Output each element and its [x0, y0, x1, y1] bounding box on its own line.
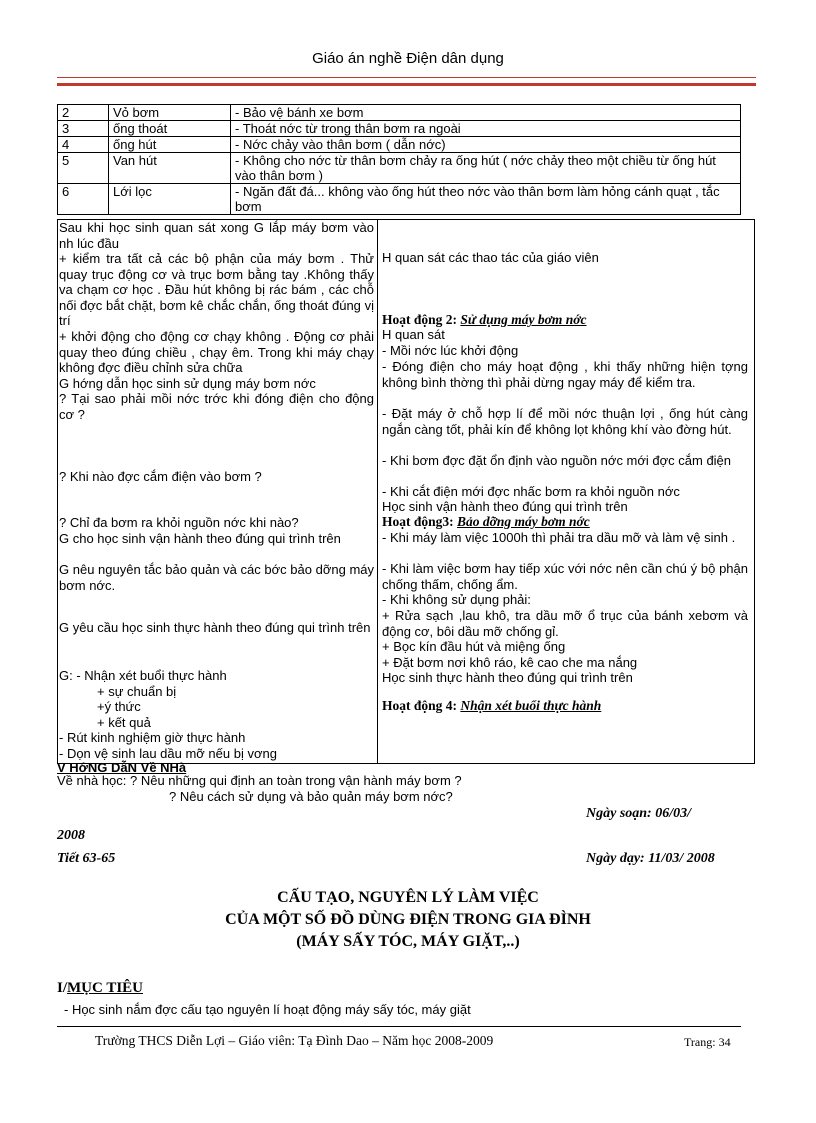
part-name: Vỏ bơm: [109, 105, 231, 121]
lesson-title-line: CẤU TẠO, NGUYÊN LÝ LÀM VIỆC: [277, 889, 539, 906]
parts-table: [57, 104, 741, 215]
header-rule: [57, 77, 756, 86]
objective-item: - Học sinh nắm đợc cấu tạo nguyên lí hoạt động máy sấy tóc, máy giặt: [64, 1002, 471, 1017]
part-name: Lới lọc: [109, 184, 231, 215]
lesson-title-line: (MÁY SẤY TÓC, MÁY GIẶT,..): [296, 933, 520, 950]
teacher-text: Sau khi học sinh quan sát xong G lắp máy bơm vào nh lúc đầu: [59, 220, 374, 251]
teacher-text: +ý thức: [97, 699, 141, 714]
teacher-text: + kết quả: [97, 715, 151, 730]
activity-table: [57, 219, 755, 764]
activity-2-heading: [382, 312, 748, 328]
row-number: 5: [58, 153, 109, 184]
page-number: Trang: 34: [684, 1035, 731, 1049]
teacher-question: ? Tại sao phải mồi nớc trớc khi đóng điện cho động cơ ?: [59, 391, 374, 422]
teacher-text: G hớng dẫn học sinh sử dụng máy bơm nớc: [59, 376, 316, 391]
student-text: - Khi cắt điện mới đợc nhấc bơm ra khỏi nguồn nớc: [382, 484, 680, 499]
activity-title: Sử dụng máy bơm nớc: [460, 312, 587, 327]
row-number: 3: [58, 121, 109, 137]
table-row: [58, 121, 741, 137]
student-text: - Khi máy làm việc 1000h thì phải tra dầu mỡ và làm vệ sinh .: [382, 530, 736, 545]
homework-line: ? Nêu cách sử dụng và bảo quản máy bơm nớc?: [169, 789, 453, 804]
activity-title: Bảo dỡng máy bơm nớc: [457, 514, 590, 529]
activity-label: Hoạt động3:: [382, 514, 454, 529]
part-function: - Bảo vệ bánh xe bơm: [231, 105, 741, 121]
student-text: H quan sát các thao tác của giáo viên: [382, 250, 599, 265]
student-text: - Mồi nớc lúc khởi động: [382, 343, 519, 358]
table-row: [58, 137, 741, 153]
homework-line: Về nhà học: ? Nêu những qui định an toàn trong vận hành máy bơm ?: [57, 773, 462, 788]
section-number: I/: [57, 980, 68, 996]
teacher-text: G cho học sinh vận hành theo đúng qui trình trên: [59, 531, 341, 546]
part-function: - Thoát nớc từ trong thân bơm ra ngoài: [231, 121, 741, 137]
activity-label: Hoạt động 2:: [382, 312, 458, 327]
part-name: Van hút: [109, 153, 231, 184]
teacher-text: - Dọn vệ sinh lau dầu mỡ nếu bị vơng: [59, 746, 277, 761]
teacher-text: G nêu nguyên tắc bảo quản và các bớc bảo dỡng máy bơm nớc.: [59, 562, 374, 593]
student-text: H quan sát: [382, 327, 445, 342]
prep-date: Ngày soạn: 06/03/: [586, 806, 691, 821]
teacher-question: ? Chỉ đa bơm ra khỏi nguồn nớc khi nào?: [59, 515, 299, 530]
teacher-text: G yêu cầu học sinh thực hành theo đúng qui trình trên: [59, 620, 371, 635]
teacher-text: + khởi động cho động cơ chạy không . Động cơ phải quay theo đúng chiều , chạy êm. Trong khi máy chạy không đợc điều chỉnh sửa chữa: [59, 329, 374, 376]
student-text: Học sinh thực hành theo đúng qui trình trên: [382, 670, 633, 685]
section-title: MỤC TIÊU: [67, 980, 143, 996]
teacher-text: G: - Nhận xét buổi thực hành: [59, 668, 227, 683]
footer-text: Trường THCS Diễn Lợi – Giáo viên: Tạ Đình Dao – Năm học 2008-2009: [95, 1033, 494, 1048]
teach-date: Ngày dạy: 11/03/ 2008: [586, 851, 715, 866]
part-function: - Nớc chảy vào thân bơm ( dẫn nớc): [231, 137, 741, 153]
teacher-text: - Rút kinh nghiệm giờ thực hành: [59, 730, 246, 745]
homework-title: V HớNG DẫN Về NHà: [57, 760, 187, 775]
footer-rule: [57, 1026, 741, 1027]
part-function: - Ngăn đất đá... không vào ống hút theo nớc vào thân bơm làm hỏng cánh quạt , tắc bơm: [231, 184, 741, 215]
student-text: - Khi không sử dụng phải:: [382, 592, 531, 607]
objectives-heading: [57, 980, 143, 997]
student-text: - Khi bơm đợc đặt ổn định vào nguồn nớc mới đợc cắm điện: [382, 453, 732, 468]
teacher-text: + kiểm tra tất cả các bộ phận của máy bơm . Thử quay trục động cơ và trục bơm bằng tay .Không thấy va chạm cơ học . Đầu hút không bị rác bám , các chỗ nối đợc bắt chặt, bơm kê chắc chắn, ống thoát đúng vị trí: [59, 251, 374, 329]
activity-3-heading: [382, 514, 748, 530]
part-function: - Không cho nớc từ thân bơm chảy ra ống hút ( nớc chảy theo một chiều từ ống hút vào thân bơm ): [231, 153, 741, 184]
teacher-question: ? Khi nào đợc cắm điện vào bơm ?: [59, 469, 262, 484]
table-row: [58, 153, 741, 184]
table-row: [58, 184, 741, 215]
student-column: [378, 220, 754, 763]
student-text: - Khi làm việc bơm hay tiếp xúc với nớc nên cần chú ý bộ phận chống thấm, chống ẩm.: [382, 561, 748, 592]
teacher-text: + sự chuẩn bị: [97, 684, 177, 699]
student-text: + Rửa sạch ,lau khô, tra dầu mỡ ổ trục của bánh xebơm và động cơ, bôi dầu mỡ chống gỉ.: [382, 608, 748, 639]
student-text: Học sinh vận hành theo đúng qui trình trên: [382, 499, 628, 514]
part-name: ống hút: [109, 137, 231, 153]
student-text: + Bọc kín đầu hút và miệng ống: [382, 639, 566, 654]
lesson-title: [0, 887, 816, 953]
student-text: - Đặt máy ở chỗ hợp lí để mồi nớc thuận lợi , ống hút càng ngắn càng tốt, phải kín để không lọt không khí vào đờng hút.: [382, 406, 748, 437]
page-header: Giáo án nghề Điện dân dụng: [312, 50, 504, 67]
row-number: 2: [58, 105, 109, 121]
activity-4-heading: [382, 698, 748, 714]
row-number: 6: [58, 184, 109, 215]
homework-section: [57, 760, 462, 805]
part-name: ống thoát: [109, 121, 231, 137]
table-row: [58, 105, 741, 121]
lesson-period: Tiết 63-65: [57, 851, 116, 866]
row-number: 4: [58, 137, 109, 153]
student-text: + Đặt bơm nơi khô ráo, kê cao che ma nắng: [382, 655, 638, 670]
student-text: - Đóng điện cho máy hoạt động , khi thấy những hiện tợng không bình thờng thì phải dừng ngay máy để kiểm tra.: [382, 359, 748, 390]
teacher-column: [58, 220, 378, 763]
activity-title: Nhận xét buổi thực hành: [460, 698, 602, 713]
activity-label: Hoạt động 4:: [382, 698, 458, 713]
prep-year: 2008: [57, 828, 85, 843]
lesson-title-line: CỦA MỘT SỐ ĐỒ DÙNG ĐIỆN TRONG GIA ĐÌNH: [225, 911, 591, 928]
